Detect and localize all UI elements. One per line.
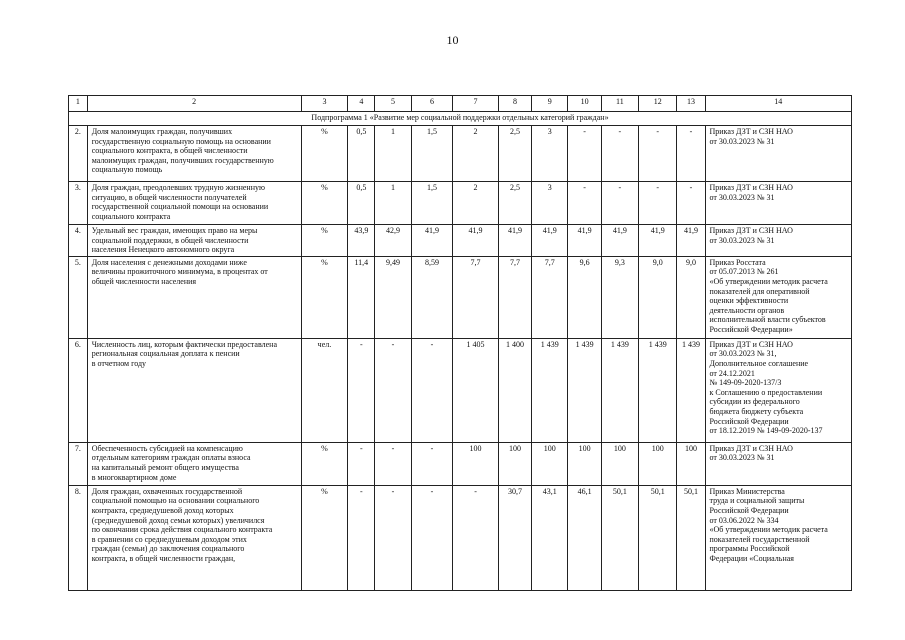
column-header: 14: [705, 96, 852, 112]
value-cell: 100: [453, 442, 499, 485]
source-document-line: показателей для оперативной: [709, 286, 810, 296]
value-cell: -: [568, 126, 601, 182]
indicator-name-line: социального контракта, в общей численности: [91, 146, 248, 156]
value-cell: 41,9: [677, 225, 705, 257]
unit-cell: %: [301, 485, 348, 590]
subprogram-row: [69, 112, 852, 126]
value-cell: -: [639, 182, 677, 225]
source-document-line: от 30.03.2023 № 31: [709, 235, 775, 245]
source-document-line: от 05.07.2013 № 261: [709, 267, 779, 277]
source-document: [705, 182, 852, 225]
indicator-name-line: Численность лиц, которым фактически предоставлена: [91, 339, 277, 349]
source-document-line: Российской Федерации: [709, 416, 789, 426]
value-cell: 1 439: [639, 338, 677, 442]
source-document-line: от 30.03.2023 № 31,: [709, 349, 777, 359]
value-cell: 100: [568, 442, 601, 485]
column-header: 2: [87, 96, 301, 112]
indicator-name-line: Удельный вес граждан, имеющих право на меры: [91, 226, 258, 235]
indicator-name-line: граждан (семьи) до заключения социального: [91, 544, 245, 554]
source-document-line: Приказ Министерства: [709, 486, 785, 496]
source-document-line: Приказ ДЗТ и СЗН НАО: [709, 226, 793, 235]
row-number: 8.: [69, 485, 88, 590]
indicator-name-line: государственной социальной помощи на основании: [91, 202, 269, 212]
column-header: 3: [301, 96, 348, 112]
value-cell: 1 405: [453, 338, 499, 442]
value-cell: 2,5: [498, 182, 531, 225]
value-cell: 1 439: [532, 338, 568, 442]
source-document-line: деятельности органов: [709, 305, 785, 315]
indicator-name-line: Доля граждан, охваченных государственной: [91, 486, 243, 496]
subprogram-title: Подпрограмма 1 «Развитие мер социальной поддержки отдельных категорий граждан»: [69, 112, 852, 126]
indicator-name-line: общей численности населения: [91, 276, 197, 286]
source-document-line: Приказ ДЗТ и СЗН НАО: [709, 339, 793, 349]
value-cell: -: [411, 442, 453, 485]
column-header: 7: [453, 96, 499, 112]
source-document-line: Приказ ДЗТ и СЗН НАО: [709, 127, 793, 136]
value-cell: 11,4: [348, 256, 375, 338]
indicator-name-line: по окончании срока действия социального контракта: [91, 525, 273, 535]
source-document-line: труда и социальной защиты: [709, 496, 805, 506]
source-document-line: исполнительной власти субъектов: [709, 315, 826, 325]
indicator-name-line: социальной помощью на основании социального: [91, 496, 260, 506]
value-cell: 43,1: [532, 485, 568, 590]
value-cell: 3: [532, 182, 568, 225]
value-cell: 2: [453, 182, 499, 225]
header-row: [69, 96, 852, 112]
source-document-line: «Об утверждении методик расчета: [709, 525, 828, 535]
indicator-name: [87, 338, 301, 442]
indicator-name-line: Доля граждан, преодолевших трудную жизненную: [91, 183, 265, 192]
value-cell: 0,5: [348, 182, 375, 225]
value-cell: 50,1: [601, 485, 638, 590]
value-cell: 1 400: [498, 338, 531, 442]
value-cell: -: [411, 485, 453, 590]
table-row: [69, 338, 852, 442]
value-cell: 50,1: [677, 485, 705, 590]
value-cell: 42,9: [375, 225, 411, 257]
table-row: [69, 126, 852, 182]
indicator-name-line: государственную социальную помощь на основании: [91, 136, 271, 146]
indicator-name-line: Доля населения с денежными доходами ниже: [91, 257, 247, 267]
value-cell: -: [348, 442, 375, 485]
indicator-name-line: социальной поддержки, в общей численности: [91, 235, 249, 245]
unit-cell: %: [301, 182, 348, 225]
value-cell: 2,5: [498, 126, 531, 182]
value-cell: -: [677, 126, 705, 182]
source-document-line: № 149-09-2020-137/3: [709, 378, 782, 388]
indicator-name-line: социальную помощь: [91, 165, 163, 175]
value-cell: -: [411, 338, 453, 442]
value-cell: 1: [375, 182, 411, 225]
indicator-name-line: на капитальный ремонт общего имущества: [91, 462, 239, 472]
source-document-line: оценки эффективности: [709, 296, 789, 306]
source-document-line: Дополнительное соглашение: [709, 358, 809, 368]
value-cell: 41,9: [532, 225, 568, 257]
column-header: 1: [69, 96, 88, 112]
value-cell: 2: [453, 126, 499, 182]
row-number: 2.: [69, 126, 88, 182]
source-document-line: от 24.12.2021: [709, 368, 755, 378]
value-cell: 3: [532, 126, 568, 182]
value-cell: -: [677, 182, 705, 225]
source-document-line: Приказ ДЗТ и СЗН НАО: [709, 183, 793, 192]
row-number: 7.: [69, 442, 88, 485]
value-cell: 41,9: [498, 225, 531, 257]
value-cell: 46,1: [568, 485, 601, 590]
source-document-line: Приказ ДЗТ и СЗН НАО: [709, 443, 793, 453]
value-cell: 1 439: [568, 338, 601, 442]
column-header: 6: [411, 96, 453, 112]
unit-cell: чел.: [301, 338, 348, 442]
source-document-line: от 18.12.2019 № 149-09-2020-137: [709, 426, 823, 436]
indicator-name: [87, 256, 301, 338]
indicator-name-line: Доля малоимущих граждан, получивших: [91, 127, 233, 136]
value-cell: 100: [532, 442, 568, 485]
source-document-line: от 03.06.2022 № 334: [709, 515, 779, 525]
column-header: 9: [532, 96, 568, 112]
column-header: 8: [498, 96, 531, 112]
value-cell: 0,5: [348, 126, 375, 182]
value-cell: 9,0: [639, 256, 677, 338]
column-header: 13: [677, 96, 705, 112]
indicator-name-line: малоимущих граждан, получивших государственную: [91, 155, 274, 165]
row-number: 4.: [69, 225, 88, 257]
source-document: [705, 442, 852, 485]
column-header: 4: [348, 96, 375, 112]
value-cell: 100: [677, 442, 705, 485]
column-header: 10: [568, 96, 601, 112]
source-document-line: Российской Федерации: [709, 505, 789, 515]
indicator-name-line: контракта, в общей численности граждан,: [91, 553, 236, 563]
value-cell: 7,7: [532, 256, 568, 338]
value-cell: 41,9: [453, 225, 499, 257]
indicator-name-line: (среднедушевой доход семьи которых) увеличился: [91, 515, 265, 525]
unit-cell: %: [301, 126, 348, 182]
table-row: [69, 182, 852, 225]
value-cell: -: [453, 485, 499, 590]
value-cell: 1 439: [677, 338, 705, 442]
unit-cell: %: [301, 256, 348, 338]
source-document-line: от 30.03.2023 № 31: [709, 192, 775, 202]
indicator-name-line: в многоквартирном доме: [91, 472, 177, 482]
indicator-name-line: отдельным категориям граждан оплаты взноса: [91, 453, 251, 463]
value-cell: -: [601, 126, 638, 182]
table-row: [69, 256, 852, 338]
indicators-table: [68, 95, 852, 591]
indicator-name-line: величины прожиточного минимума, в процентах от: [91, 267, 268, 277]
row-number: 6.: [69, 338, 88, 442]
value-cell: 41,9: [568, 225, 601, 257]
value-cell: 100: [498, 442, 531, 485]
value-cell: 9,0: [677, 256, 705, 338]
value-cell: 100: [601, 442, 638, 485]
page-number: 10: [446, 33, 459, 47]
source-document-line: субсидии из федерального: [709, 397, 800, 407]
source-document-line: Приказ Росстата: [709, 257, 766, 267]
unit-cell: %: [301, 442, 348, 485]
value-cell: 100: [639, 442, 677, 485]
indicator-name-line: социального контракта: [91, 211, 171, 221]
indicator-name-line: населения Ненецкого автономного округа: [91, 245, 235, 255]
source-document-line: к Соглашению о предоставлении: [709, 387, 823, 397]
value-cell: 1: [375, 126, 411, 182]
unit-cell: %: [301, 225, 348, 257]
source-document: [705, 256, 852, 338]
source-document-line: от 30.03.2023 № 31: [709, 453, 775, 463]
source-document: [705, 338, 852, 442]
source-document-line: от 30.03.2023 № 31: [709, 136, 775, 146]
indicator-name-line: контракта, среднедушевой доход которых: [91, 505, 234, 515]
value-cell: 50,1: [639, 485, 677, 590]
source-document: [705, 485, 852, 590]
indicator-name-line: региональная социальная доплата к пенсии: [91, 349, 240, 359]
indicator-name: [87, 442, 301, 485]
value-cell: 30,7: [498, 485, 531, 590]
value-cell: -: [348, 338, 375, 442]
value-cell: 9,49: [375, 256, 411, 338]
value-cell: -: [348, 485, 375, 590]
row-number: 3.: [69, 182, 88, 225]
indicator-name-line: ситуацию, в общей численности получателей: [91, 192, 247, 202]
indicator-name-line: в сравнении со среднедушевым доходом этих: [91, 534, 247, 544]
value-cell: 7,7: [498, 256, 531, 338]
value-cell: 41,9: [601, 225, 638, 257]
indicator-name: [87, 225, 301, 257]
row-number: 5.: [69, 256, 88, 338]
value-cell: 9,3: [601, 256, 638, 338]
indicator-name: [87, 126, 301, 182]
source-document-line: Федерации «Социальная: [709, 553, 794, 563]
indicator-name-line: Обеспеченность субсидией на компенсацию: [91, 443, 243, 453]
value-cell: 1,5: [411, 182, 453, 225]
source-document-line: Российской Федерации»: [709, 324, 793, 334]
value-cell: -: [375, 338, 411, 442]
value-cell: -: [375, 485, 411, 590]
table-row: [69, 485, 852, 590]
value-cell: 1 439: [601, 338, 638, 442]
value-cell: 9,6: [568, 256, 601, 338]
indicator-name: [87, 182, 301, 225]
column-header: 5: [375, 96, 411, 112]
value-cell: 8,59: [411, 256, 453, 338]
value-cell: 41,9: [411, 225, 453, 257]
source-document: [705, 225, 852, 257]
value-cell: 41,9: [639, 225, 677, 257]
value-cell: -: [601, 182, 638, 225]
value-cell: -: [639, 126, 677, 182]
source-document-line: «Об утверждении методик расчета: [709, 276, 828, 286]
source-document-line: программы Российской: [709, 544, 790, 554]
column-header: 12: [639, 96, 677, 112]
value-cell: -: [568, 182, 601, 225]
value-cell: -: [375, 442, 411, 485]
value-cell: 1,5: [411, 126, 453, 182]
value-cell: 43,9: [348, 225, 375, 257]
source-document: [705, 126, 852, 182]
table-row: [69, 442, 852, 485]
source-document-line: показателей государственной: [709, 534, 810, 544]
indicator-name-line: в отчетном году: [91, 358, 147, 368]
table-row: [69, 225, 852, 257]
source-document-line: бюджета бюджету субъекта: [709, 406, 804, 416]
indicator-name: [87, 485, 301, 590]
column-header: 11: [601, 96, 638, 112]
value-cell: 7,7: [453, 256, 499, 338]
